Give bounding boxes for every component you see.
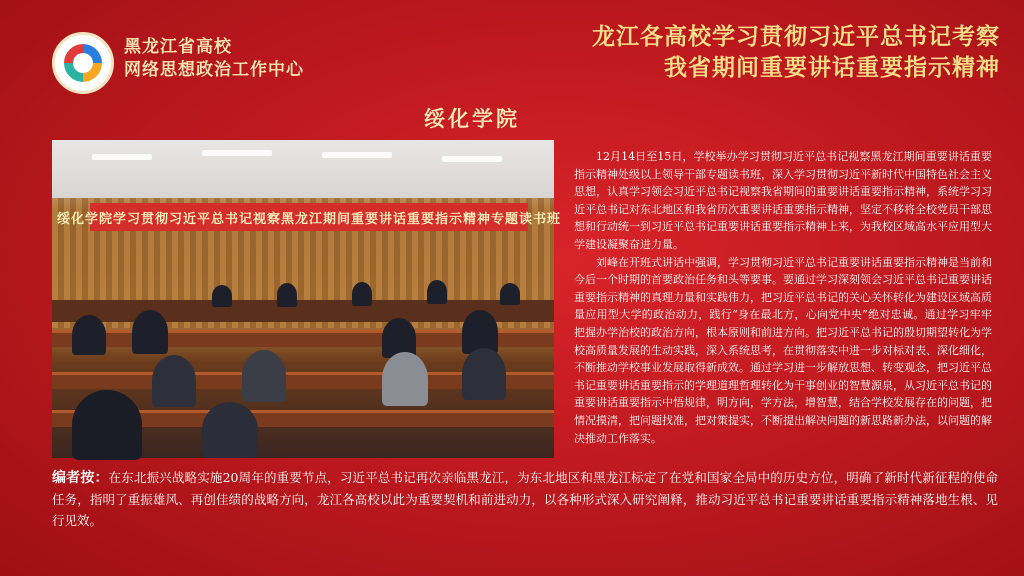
org-name-line2: 网络思想政治工作中心: [124, 60, 304, 80]
page-headline: [592, 22, 1000, 84]
logo-emblem-icon: [64, 44, 102, 82]
meeting-photo: [52, 140, 562, 458]
editor-note-text: 在东北振兴战略实施20周年的重要节点，习近平总书记再次亲临黑龙江，为东北地区和黑龙江标定了在党和国家全局中的历史方位，明确了新时代新征程的使命任务，指明了重振雄风、再创佳绩的战略方向，龙江各高校以此为重要契机和前进动力，以各种形式深入研究阐释，推动习近平总书记重要讲话重要指示精神落地生根、见行见效。: [52, 470, 998, 528]
editor-note: [52, 467, 998, 531]
article-paragraph-1: 12月14日至15日，学校举办学习贯彻习近平总书记视察黑龙江期间重要讲话重要指示精神处级以上领导干部专题读书班，深入学习贯彻习近平新时代中国特色社会主义思想，认真学习领会习近平总书记视察我省期间的重要讲话重要指示精神，系统学习习近平总书记对东北地区和我省历次重要讲话重要指示精神，坚定不移将全校党员干部思想和行动统一到习近平总书记重要讲话重要指示精神上来，为我校区域高水平应用型大学建设凝聚奋进力量。: [574, 150, 992, 251]
headline-line2: 我省期间重要讲话重要指示精神: [664, 55, 1000, 81]
article-body: [574, 148, 992, 447]
org-name-line1: 黑龙江省高校: [124, 37, 232, 57]
college-name: 绥化学院: [424, 106, 520, 131]
article-paragraph-2: 刘峰在开班式讲话中强调，学习贯彻习近平总书记重要讲话重要指示精神是当前和今后一个时期的首要政治任务和头等要事。要通过学习深刻领会习近平总书记重要讲话重要指示精神的真理力量和实践伟力，把习近平总书记的关心关怀转化为建设区域高质量应用型大学的政治动力，践行“身在最北方，心向党中央”绝对忠诚。通过学习牢牢把握办学治校的政治方向，根本原则和前进方向。把习近平总书记的殷切期望转化为学校高质量发展的生动实践，深入系统思考，在贯彻落实中进一步对标对表、深化细化，不断推动学校事业发展取得新成效。通过学习进一步解放思想、转变观念，把习近平总书记重要讲话重要指示的学理道理哲理转化为干事创业的智慧源泉，从习近平总书记的重要讲话重要指示中悟规律，明方向，学方法，增智慧，结合学校发展存在的问题，把情况摸清，把问题找准，把对策提实，不断提出解决问题的新思路新办法，以问题的解决推动工作落实。: [574, 255, 992, 445]
meeting-banner: 绥化学院学习贯彻习近平总书记视察黑龙江期间重要讲话重要指示精神专题读书班: [90, 203, 528, 231]
headline-line1: 龙江各高校学习贯彻习近平总书记考察: [592, 24, 1000, 50]
center-logo: [52, 32, 114, 94]
editor-note-label: 编者按：: [52, 470, 109, 486]
org-name: [124, 36, 304, 82]
